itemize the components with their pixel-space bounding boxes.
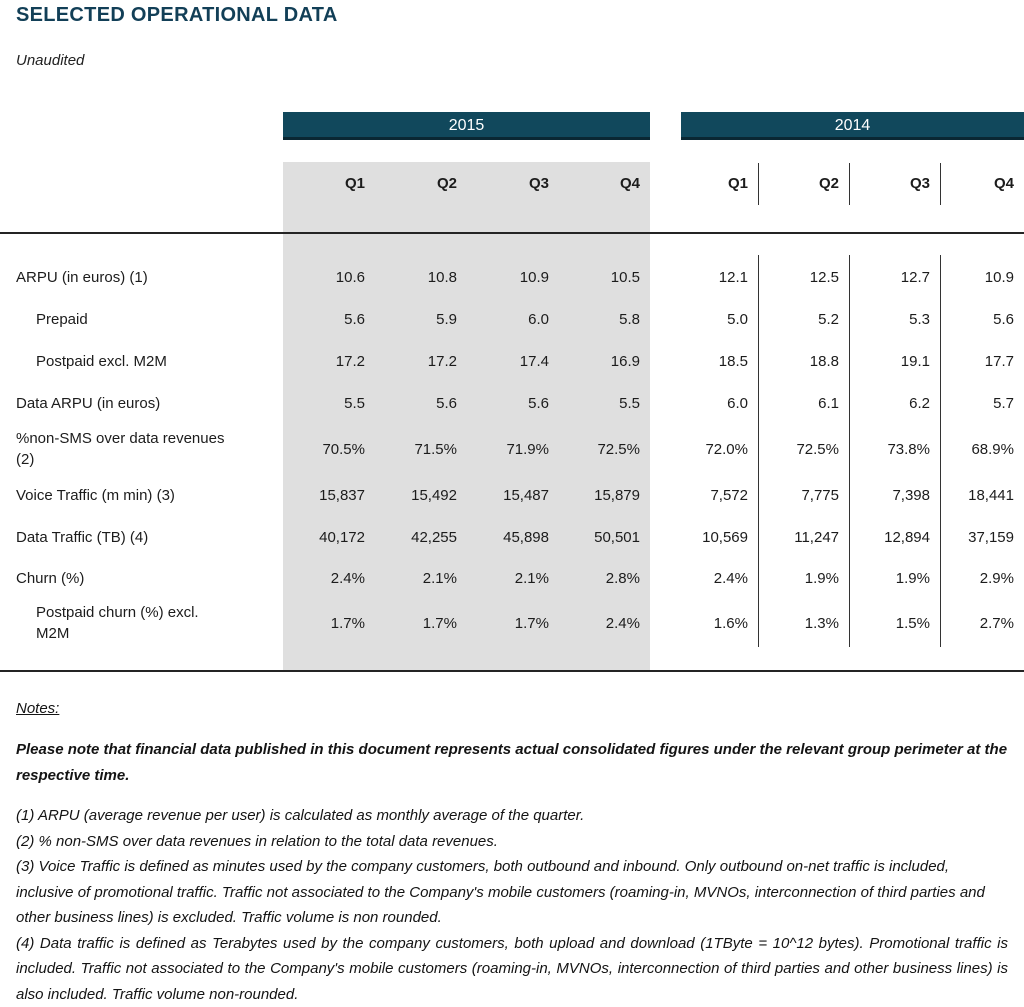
table-row-data-traffic: [16, 516, 1024, 558]
footnote-1: (1) ARPU (average revenue per user) is calculated as monthly average of the quarter.: [16, 803, 1008, 829]
year-header-2015: 2015: [283, 112, 650, 140]
value-cell: 12.7: [849, 269, 940, 286]
table-row-arpu: [16, 256, 1024, 298]
value-cell: 1.6%: [681, 615, 758, 632]
value-cell: 2.4%: [559, 615, 650, 632]
row-label: Postpaid churn (%) excl. M2M: [16, 602, 283, 644]
year-header-2014: 2014: [681, 112, 1024, 140]
footnote-4: (4) Data traffic is defined as Terabytes used by the company customers, both upload and download (1TByte = 10^12 bytes). Promotional traffic is included. Traffic not associated to the Company's mobile customers (roaming-in, MVNOs, interconnection of third parties and other business lines) is also included. Traffic volume non-rounded.: [16, 931, 1008, 1007]
value-cell: 71.9%: [467, 441, 559, 458]
value-cell: 16.9: [559, 353, 650, 370]
value-cell: 10.9: [467, 269, 559, 286]
footnote-3: (3) Voice Traffic is defined as minutes used by the company customers, both outbound and inbound. Only outbound on-net traffic is included, inclusive of promotional traffic. Traffic not associated to the Company's mobile customers (roaming-in, MVNOs, interconnection of third parties and other business lines) is excluded. Traffic volume is non rounded.: [16, 854, 1008, 931]
row-label: Prepaid: [16, 309, 283, 330]
row-label: Voice Traffic (m min) (3): [16, 485, 283, 506]
value-cell: 15,879: [559, 487, 650, 504]
value-cell: 1.7%: [467, 615, 559, 632]
value-cell: 50,501: [559, 529, 650, 546]
value-cell: 7,775: [758, 487, 849, 504]
value-cell: 11,247: [758, 529, 849, 546]
value-cell: 10.9: [940, 269, 1024, 286]
value-cell: 2.4%: [681, 570, 758, 587]
value-cell: 5.9: [375, 311, 467, 328]
value-cell: 10.8: [375, 269, 467, 286]
value-cell: 5.0: [681, 311, 758, 328]
value-cell: 18.5: [681, 353, 758, 370]
value-cell: 2.7%: [940, 615, 1024, 632]
notes-section: [16, 700, 1008, 1007]
header-2014-q2: Q2: [758, 175, 849, 192]
table-row-non-sms: [16, 424, 1024, 474]
table-body: [16, 256, 1024, 648]
value-cell: 5.7: [940, 395, 1024, 412]
notes-disclaimer: Please note that financial data published in this document represents actual consolidated figures under the relevant group perimeter at the respective time.: [16, 737, 1008, 789]
value-cell: 15,487: [467, 487, 559, 504]
table-row-churn: [16, 558, 1024, 598]
value-cell: 7,572: [681, 487, 758, 504]
value-cell: 72.0%: [681, 441, 758, 458]
header-2014-q4: Q4: [940, 175, 1024, 192]
value-cell: 10.5: [559, 269, 650, 286]
value-cell: 2.4%: [283, 570, 375, 587]
page-title: SELECTED OPERATIONAL DATA: [16, 4, 338, 27]
value-cell: 72.5%: [758, 441, 849, 458]
notes-heading: Notes:: [16, 700, 1008, 717]
value-cell: 6.1: [758, 395, 849, 412]
value-cell: 12,894: [849, 529, 940, 546]
value-cell: 1.7%: [283, 615, 375, 632]
value-cell: 5.3: [849, 311, 940, 328]
value-cell: 17.4: [467, 353, 559, 370]
header-2015-q4: Q4: [559, 175, 650, 192]
row-label: Data ARPU (in euros): [16, 393, 283, 414]
value-cell: 10,569: [681, 529, 758, 546]
value-cell: 7,398: [849, 487, 940, 504]
value-cell: 18,441: [940, 487, 1024, 504]
value-cell: 1.5%: [849, 615, 940, 632]
value-cell: 12.5: [758, 269, 849, 286]
value-cell: 18.8: [758, 353, 849, 370]
unaudited-label: Unaudited: [16, 52, 84, 69]
header-2014-q3: Q3: [849, 175, 940, 192]
value-cell: 2.1%: [467, 570, 559, 587]
value-cell: 72.5%: [559, 441, 650, 458]
value-cell: 17.2: [375, 353, 467, 370]
value-cell: 15,837: [283, 487, 375, 504]
value-cell: 70.5%: [283, 441, 375, 458]
table-row-postpaid-churn: [16, 598, 1024, 648]
table-row-prepaid: [16, 298, 1024, 340]
row-label: Postpaid excl. M2M: [16, 351, 283, 372]
header-2015-q2: Q2: [375, 175, 467, 192]
row-label: %non-SMS over data revenues (2): [16, 428, 283, 470]
value-cell: 71.5%: [375, 441, 467, 458]
value-cell: 45,898: [467, 529, 559, 546]
value-cell: 10.6: [283, 269, 375, 286]
value-cell: 2.9%: [940, 570, 1024, 587]
value-cell: 19.1: [849, 353, 940, 370]
table-row-postpaid: [16, 340, 1024, 382]
value-cell: 1.9%: [849, 570, 940, 587]
row-label: ARPU (in euros) (1): [16, 267, 283, 288]
header-2015-q3: Q3: [467, 175, 559, 192]
value-cell: 15,492: [375, 487, 467, 504]
value-cell: 5.6: [940, 311, 1024, 328]
footnote-2: (2) % non-SMS over data revenues in relation to the total data revenues.: [16, 829, 1008, 855]
value-cell: 37,159: [940, 529, 1024, 546]
value-cell: 5.2: [758, 311, 849, 328]
value-cell: 42,255: [375, 529, 467, 546]
value-cell: 2.1%: [375, 570, 467, 587]
value-cell: 1.3%: [758, 615, 849, 632]
value-cell: 40,172: [283, 529, 375, 546]
value-cell: 5.8: [559, 311, 650, 328]
value-cell: 6.2: [849, 395, 940, 412]
value-cell: 17.2: [283, 353, 375, 370]
value-cell: 5.6: [375, 395, 467, 412]
value-cell: 5.6: [467, 395, 559, 412]
value-cell: 5.5: [283, 395, 375, 412]
value-cell: 6.0: [681, 395, 758, 412]
value-cell: 2.8%: [559, 570, 650, 587]
quarter-header-row: [16, 162, 1024, 204]
header-2014-q1: Q1: [681, 175, 758, 192]
value-cell: 5.6: [283, 311, 375, 328]
table-row-voice-traffic: [16, 474, 1024, 516]
value-cell: 6.0: [467, 311, 559, 328]
value-cell: 73.8%: [849, 441, 940, 458]
value-cell: 12.1: [681, 269, 758, 286]
table-bottom-rule: [0, 670, 1024, 672]
row-label: Data Traffic (TB) (4): [16, 527, 283, 548]
table-top-rule: [0, 232, 1024, 234]
value-cell: 1.7%: [375, 615, 467, 632]
value-cell: 68.9%: [940, 441, 1024, 458]
value-cell: 17.7: [940, 353, 1024, 370]
row-label: Churn (%): [16, 568, 283, 589]
table-row-data-arpu: [16, 382, 1024, 424]
value-cell: 1.9%: [758, 570, 849, 587]
header-2015-q1: Q1: [283, 175, 375, 192]
value-cell: 5.5: [559, 395, 650, 412]
